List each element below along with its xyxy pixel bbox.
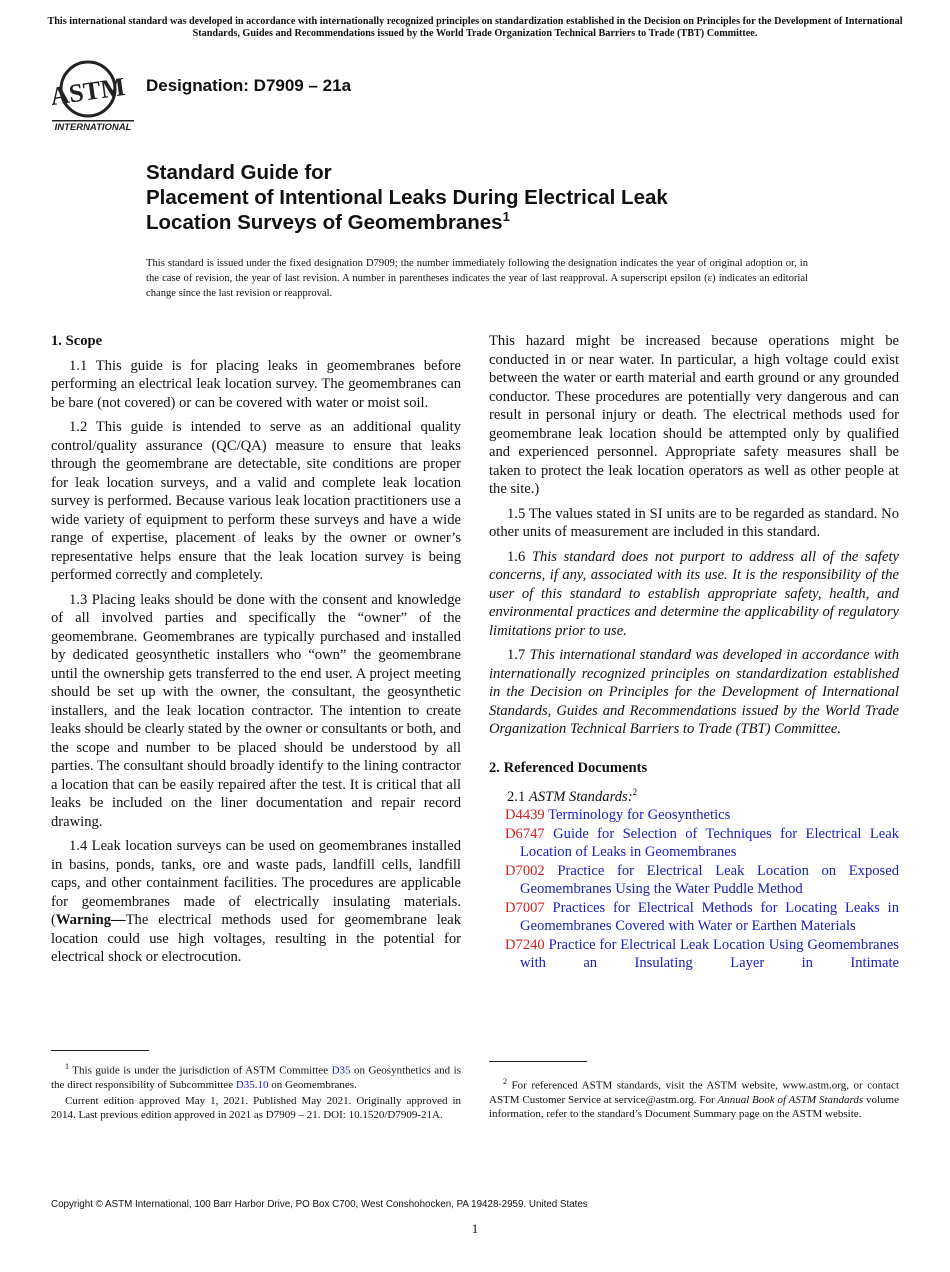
- footnote-rule-right: [489, 1061, 587, 1062]
- paragraph-1-3: 1.3 Placing leaks should be done with the consent and knowledge of all involved parties and specifically the “owner” of the geomembrane. Geomembranes are typically purchased and installed by dedicated geosynthetic installers who “own” the geomembrane until the ownership gets transferred to the end user. A project meeting should be set up with the owner, the consultant, the geosynthetic installers, and the leak location contractor. The intention to create leaks should be clearly stated by the owner or consultants or both, and the scope and number to be placed should be understood by all parties. The consultant should broadly identify to the lining contractor a location that can be easily repaired after the test. It is critical that all leaks be included on the liner documentation and repair record drawing.: [51, 591, 461, 830]
- issue-note: This standard is issued under the fixed designation D7909; the number immediately following the designation indicates the year of original adoption or, in the case of revision, the year of last revision. A number in parentheses indicates the year of last reapproval. A superscript epsilon (ε) indicates an editorial change since the last revision or reapproval.: [146, 258, 808, 299]
- warning-label: Warning—: [55, 912, 126, 928]
- title-line-1: Standard Guide for: [146, 161, 332, 184]
- paragraph-1-5: 1.5 The values stated in SI units are to be regarded as standard. No other units of measurement are included in this standard.: [489, 505, 899, 540]
- document-title: [146, 160, 846, 235]
- paragraph-1-4-continued: This hazard might be increased because operations might be conducted in or near water. In particular, a high voltage could exist between the water or earth material and earth ground or any grounded conductor. These procedures are potentially very dangerous and can result in personal injury or death. The electrical methods used for geomembrane leak location should be attempted only by qualified and experienced personnel. Appropriate safety measures shall be taken to protect the leak location operators as well as other people at the site.): [489, 333, 899, 497]
- header-notice: This international standard was developed in accordance with internationally recognized principles on standardization established in the Decision on Principles for the Development of International Standards, Guides and Recommendations issued by the World Trade Organization Technical Barriers to Trade (TBT) Committee.: [47, 16, 903, 39]
- right-column: [489, 332, 899, 973]
- paragraph-1-7: 1.7 This international standard was developed in accordance with internationally recognized principles on standardization established in the Decision on Principles for the Development of International Standards, Guides and Recommendations issued by the World Trade Organization Technical Barriers to Trade (TBT) Committee.: [489, 647, 900, 737]
- paragraph-1-1: 1.1 This guide is for placing leaks in geomembranes before performing an electrical leak location survey. The geomembranes can be bare (not covered) or can be covered with water or moist soil.: [51, 357, 461, 411]
- copyright-line: Copyright © ASTM International, 100 Barr Harbor Drive, PO Box C700, West Conshohocken, PA 19428-2959. United States: [51, 1199, 588, 1210]
- title-line-3: Location Surveys of Geomembranes$^1$: [146, 209, 510, 234]
- committee-d35-link[interactable]: D35: [331, 1064, 351, 1077]
- reference-d6747[interactable]: D6747 Guide for Selection of Techniques for Electrical Leak Location of Leaks in Geomembranes: [505, 825, 899, 861]
- paragraph-2-1: 2.1 ASTM Standards:$^2$: [507, 787, 638, 805]
- designation: Designation: D7909 – 21a: [146, 76, 352, 95]
- section-2-heading: 2. Referenced Documents: [489, 759, 648, 776]
- svg-text:ASTM: ASTM: [52, 71, 127, 112]
- reference-d7240[interactable]: D7240 Practice for Electrical Leak Location Using Geomembranes with an Insulating Layer in Intimate: [505, 936, 899, 972]
- footnote-2: $^2$ For referenced ASTM standards, visit the ASTM website, www.astm.org, or contact ASTM Customer Service at service@astm.org. For Annual Book of ASTM Standards volume information, refer to the standard’s Document Summary page on the ASTM website.: [489, 1077, 899, 1120]
- page-number: 1: [471, 1221, 479, 1236]
- footnote-2-mark[interactable]: 2: [632, 787, 638, 797]
- reference-d4439[interactable]: D4439 Terminology for Geosynthetics: [505, 807, 731, 824]
- footnote-1-edition: Current edition approved May 1, 2021. Published May 2021. Originally approved in 2014. Last previous edition approved in 2021 as D7909 – 21. DOI: 10.1520/D7909-21A.: [51, 1094, 461, 1121]
- footnote-1: $^1$ This guide is under the jurisdiction of ASTM Committee D35 on Geosynthetics and is the direct responsibility of Subcommittee D35.10 on Geomembranes. Current edition approved May 1, 2021. Published May 2021. Originally approved in 2014. Last previous edition approved in 2021 as D7909 – 21. DOI: 10.1520/D7909-21A.: [51, 1062, 461, 1121]
- paragraph-1-6: 1.6 This standard does not purport to address all of the safety concerns, if any, associated with its use. It is the responsibility of the user of this standard to establish appropriate safety, health, and environmental practices and determine the applicability of regulatory limitations prior to use.: [489, 548, 899, 639]
- left-column: [51, 332, 461, 973]
- svg-text:INTERNATIONAL: INTERNATIONAL: [54, 122, 132, 133]
- title-footnote-mark[interactable]: 1: [502, 209, 510, 225]
- footnote-rule-left: [51, 1050, 149, 1051]
- section-1-heading: 1. Scope: [51, 333, 103, 349]
- subcommittee-d35-10-link[interactable]: D35.10: [235, 1078, 269, 1091]
- astm-logo: [52, 56, 134, 134]
- reference-d7007[interactable]: D7007 Practices for Electrical Methods for Locating Leaks in Geomembranes Covered with Water or Earthen Materials: [505, 899, 899, 935]
- paragraph-1-4: 1.4 Leak location surveys can be used on geomembranes installed in basins, ponds, tanks, ore and waste pads, landfill cells, landfill caps, and other containment facilities. The procedures are applicable for geomembranes made of electrically insulating materials. (Warning—The electrical methods used for geomembrane leak location could use high voltages, resulting in the potential for electrical shock or electrocution.: [51, 838, 461, 965]
- reference-d7002[interactable]: D7002 Practice for Electrical Leak Location on Exposed Geomembranes Using the Water Puddle Method: [505, 862, 899, 898]
- paragraph-1-2: 1.2 This guide is intended to serve as an additional quality control/quality assurance (QC/QA) measure to ensure that leaks through the geomembrane are detectable, site conditions are proper for leak location surveys, and a valid and complete leak location survey is performed. Because various leak location practitioners use a wide variety of equipment to perform these surveys and have a wide range of expertise, placement of leaks by the owner or owner’s representative helps ensure that the leak location survey is being performed correctly and completely.: [51, 419, 461, 583]
- title-line-2: Placement of Intentional Leaks During Electrical Leak: [146, 186, 668, 209]
